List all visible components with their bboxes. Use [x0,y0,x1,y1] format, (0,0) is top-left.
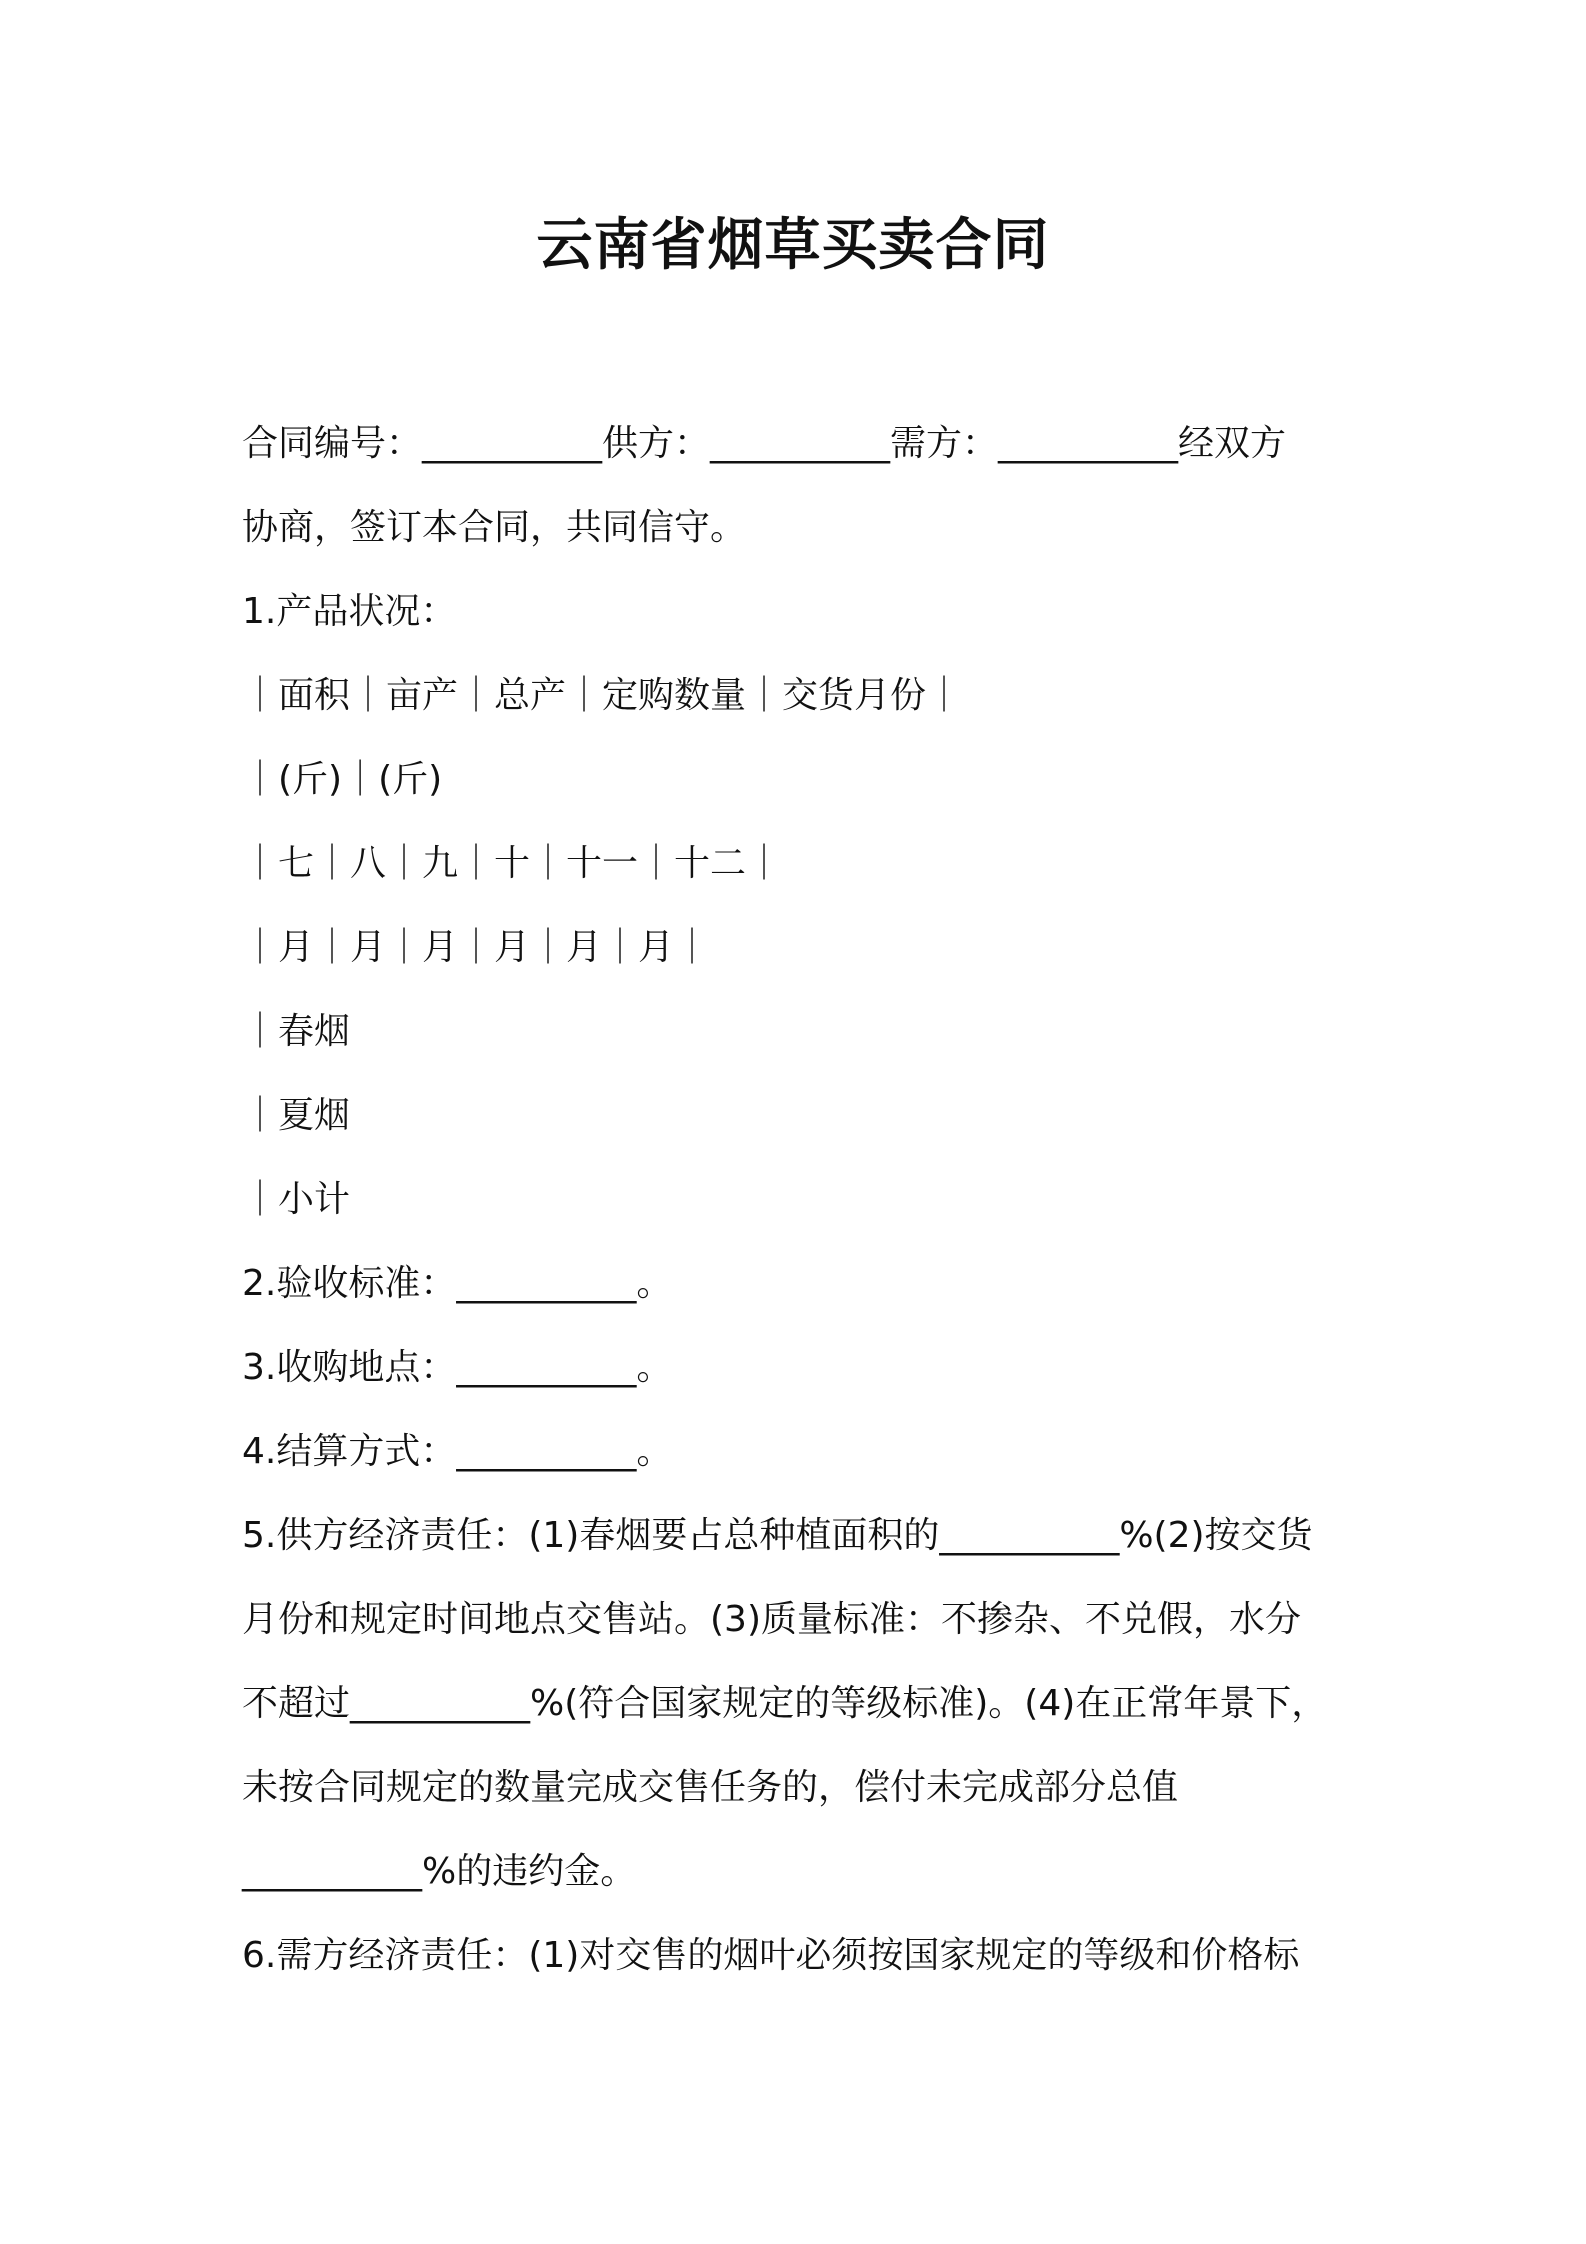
product-table-month-number-row: ｜七｜八｜九｜十｜十一｜十二｜ [242,843,783,884]
section-6-buyer-liability: 6.需方经济责任：(1)对交售的烟叶必须按国家规定的等级和价格标 [242,1935,1300,1976]
product-table-summer-row: ｜夏烟 [242,1095,351,1136]
product-table-spring-row: ｜春烟 [242,1011,351,1052]
contract-agreement-line: 协商，签订本合同，共同信守。 [242,507,747,548]
section-2-acceptance-standard: 2.验收标准：__________。 [242,1263,673,1304]
section-4-settlement-method: 4.结算方式：__________。 [242,1431,673,1472]
section-5-continued-line: __________%的违约金。 [242,1851,637,1892]
product-table-header-row: ｜面积｜亩产｜总产｜定购数量｜交货月份｜ [242,675,963,716]
product-table-subtotal-row: ｜小计 [242,1179,351,1220]
section-3-purchase-location: 3.收购地点：__________。 [242,1347,673,1388]
section-1-heading: 1.产品状况： [242,591,457,632]
section-5-supplier-liability: 5.供方经济责任：(1)春烟要占总种植面积的__________%(2)按交货 [242,1515,1313,1556]
section-5-continued-line: 未按合同规定的数量完成交售任务的，偿付未完成部分总值 [242,1767,1179,1808]
document-body [242,402,1352,1998]
section-5-continued-line: 月份和规定时间地点交售站。(3)质量标准：不掺杂、不兑假，水分 [242,1599,1301,1640]
contract-parties-line: 合同编号：__________供方：__________需方：__________经双方 [242,423,1287,464]
document-title: 云南省烟草买卖合同 [536,213,1050,278]
product-table-unit-row: ｜(斤)｜(斤) [242,759,443,800]
product-table-month-label-row: ｜月｜月｜月｜月｜月｜月｜ [242,927,711,968]
section-5-continued-line: 不超过__________%(符合国家规定的等级标准)。(4)在正常年景下， [242,1683,1328,1724]
